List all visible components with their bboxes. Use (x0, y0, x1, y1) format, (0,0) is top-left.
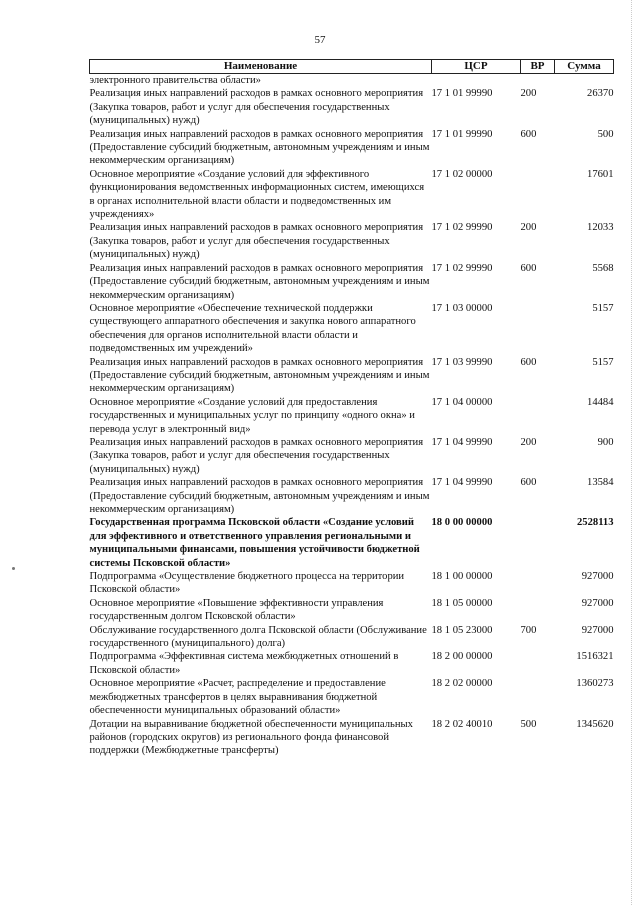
cell-name: Основное мероприятие «Обеспечение технической поддержки существующего аппаратного обеспечения и закупка нового аппаратного обеспечения для органов исполнительной власти области и подведомственных им учреждений» (89, 302, 416, 355)
table-row (90, 677, 614, 717)
cell-csr: 18 0 00 00000 (431, 517, 493, 529)
cell-csr: 17 1 01 99990 (431, 88, 493, 100)
cell-sum: 927000 (581, 571, 614, 583)
table-row (90, 356, 614, 396)
table-row (90, 570, 614, 597)
cell-vr (521, 396, 555, 436)
cell-name: Дотации на выравнивание бюджетной обеспеченности муниципальных районов (городских округов) из регионального фонда финансовой поддержки (Межбюджетные трансферты) (89, 718, 413, 757)
table-row (90, 396, 614, 436)
table-row (90, 302, 614, 356)
cell-csr: 17 1 01 99990 (431, 128, 493, 140)
cell-csr: 17 1 02 00000 (431, 168, 493, 180)
cell-name: Основное мероприятие «Повышение эффективности управления государственным долгом Псковской области» (89, 597, 384, 623)
cell-sum: 17601 (587, 168, 614, 180)
page-number: 57 (314, 34, 326, 46)
cell-csr: 17 1 02 99990 (431, 222, 493, 234)
table-row (90, 624, 614, 651)
cell-vr (521, 650, 555, 677)
cell-sum: 1516321 (576, 651, 614, 663)
cell-csr: 17 1 03 99990 (431, 356, 493, 368)
cell-csr: 17 1 04 00000 (431, 396, 493, 408)
budget-table (89, 59, 614, 758)
cell-name: Реализация иных направлений расходов в рамках основного мероприятия (Закупка товаров, работ и услуг для обеспечения государственных (муниципальных) нужд) (89, 436, 424, 475)
cell-name: Реализация иных направлений расходов в рамках основного мероприятия (Предоставление субсидий бюджетным, автономным учреждениям и иным некоммерческим организациям) (89, 356, 430, 395)
cell-name: Подпрограмма «Осуществление бюджетного процесса на территории Псковской области» (89, 571, 405, 596)
cell-sum: 927000 (581, 624, 614, 636)
cell-name: Реализация иных направлений расходов в рамках основного мероприятия (Закупка товаров, работ и услуг для обеспечения государственных (муниципальных) нужд) (89, 88, 424, 127)
table-row (90, 221, 614, 261)
header-vr: ВР (521, 60, 555, 74)
cell-vr (521, 597, 555, 624)
cell-name: Основное мероприятие «Создание условий для предоставления государственных и муниципальных услуг по принципу «одного окна» и перевода услуг в электронный вид» (89, 396, 415, 435)
cell-name: Реализация иных направлений расходов в рамках основного мероприятия (Закупка товаров, работ и услуг для обеспечения государственных (муниципальных) нужд) (89, 222, 424, 261)
cell-vr (521, 74, 555, 88)
table-row (90, 516, 614, 570)
cell-csr: 18 1 05 00000 (431, 597, 493, 609)
cell-name: Реализация иных направлений расходов в рамках основного мероприятия (Предоставление субсидий бюджетным, автономным учреждениям и иным некоммерческим организациям) (89, 262, 430, 301)
table-row (90, 128, 614, 168)
table-row (90, 436, 614, 476)
cell-sum: 900 (597, 436, 614, 448)
cell-vr (521, 677, 555, 717)
table-row (90, 650, 614, 677)
cell-sum: 5157 (592, 356, 614, 368)
cell-name: Государственная программа Псковской области «Создание условий для эффективного и ответственного управления региональными и муниципальными финансами, повышения устойчивости бюджетной системы Псковской области» (89, 517, 420, 569)
cell-csr: 18 1 05 23000 (431, 624, 493, 636)
cell-sum (555, 74, 614, 88)
cell-sum: 1360273 (576, 678, 614, 690)
cell-csr: 17 1 02 99990 (431, 262, 493, 274)
cell-vr: 500 (520, 718, 537, 730)
cell-sum: 14484 (587, 396, 614, 408)
cell-csr: 18 2 02 40010 (431, 718, 493, 730)
header-name: Наименование (90, 60, 432, 74)
cell-sum: 5157 (592, 302, 614, 314)
table-row (90, 718, 614, 758)
cell-vr: 200 (520, 222, 537, 234)
cell-vr: 600 (520, 128, 537, 140)
cell-vr (521, 516, 555, 570)
cell-name: Обслуживание государственного долга Псковской области (Обслуживание государственного (муниципального) долга) (89, 624, 427, 650)
cell-sum: 13584 (587, 477, 614, 489)
cell-vr: 200 (520, 436, 537, 448)
cell-sum: 500 (597, 128, 614, 140)
cell-name: Реализация иных направлений расходов в рамках основного мероприятия (Предоставление субсидий бюджетным, автономным учреждениям и иным некоммерческим организациям) (89, 128, 430, 167)
table-header-row (90, 60, 614, 74)
cell-csr: 18 2 02 00000 (431, 678, 493, 690)
cell-name: Основное мероприятие «Расчет, распределение и предоставление межбюджетных трансфертов в целях выравнивания бюджетной обеспеченности муниципальных образований области» (89, 678, 386, 717)
cell-sum: 2528113 (577, 517, 614, 529)
cell-sum: 927000 (581, 597, 614, 609)
cell-vr (521, 168, 555, 222)
table-row (90, 87, 614, 127)
cell-csr: 18 1 00 00000 (431, 571, 493, 583)
table-row (90, 74, 614, 88)
cell-sum: 5568 (592, 262, 614, 274)
scan-dot (12, 567, 15, 570)
cell-name: Основное мероприятие «Создание условий для эффективного функционирования ведомственных информационных систем, имеющихся в органах исполнительной власти области и подведомственных им учреждениях» (89, 168, 425, 221)
cell-vr: 700 (520, 624, 537, 636)
cell-name: Подпрограмма «Эффективная система межбюджетных отношений в Псковской области» (89, 651, 399, 676)
cell-sum: 26370 (587, 88, 614, 100)
cell-vr (521, 570, 555, 597)
cell-csr: 18 2 00 00000 (431, 651, 493, 663)
cell-vr: 600 (520, 262, 537, 274)
cell-name: электронного правительства области» (89, 75, 261, 86)
cell-name: Реализация иных направлений расходов в рамках основного мероприятия (Предоставление субсидий бюджетным, автономным учреждениям и иным некоммерческим организациям) (89, 477, 430, 515)
cell-csr: 17 1 04 99990 (431, 436, 493, 448)
cell-vr (521, 302, 555, 356)
table-body (90, 74, 614, 758)
cell-vr: 600 (520, 356, 537, 368)
cell-csr: 17 1 03 00000 (431, 302, 493, 314)
header-sum: Сумма (555, 60, 614, 74)
cell-csr (432, 74, 521, 88)
header-csr: ЦСР (432, 60, 521, 74)
cell-sum: 12033 (587, 222, 614, 234)
table-row (90, 476, 614, 516)
cell-vr: 600 (520, 477, 537, 489)
cell-vr: 200 (520, 88, 537, 100)
scan-edge (630, 0, 632, 905)
cell-sum: 1345620 (576, 718, 614, 730)
cell-csr: 17 1 04 99990 (431, 477, 493, 489)
table-row (90, 168, 614, 222)
table-row (90, 262, 614, 302)
table-row (90, 597, 614, 624)
